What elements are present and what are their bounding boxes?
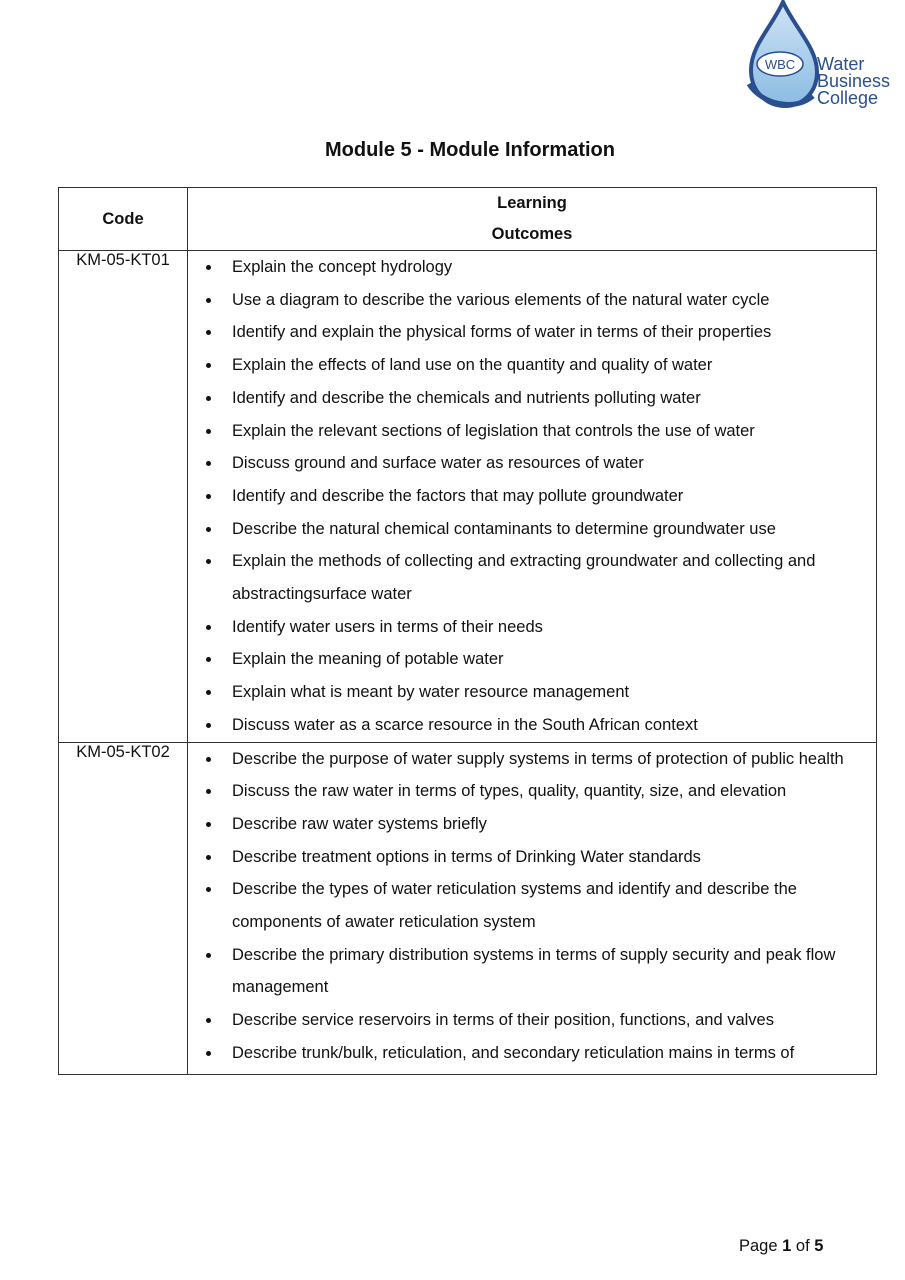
table-row	[59, 251, 877, 743]
list-item: Discuss the raw water in terms of types, quality, quantity, size, and elevation	[188, 775, 876, 808]
list-item: Identify and describe the chemicals and nutrients polluting water	[188, 382, 876, 415]
list-item: Identify and describe the factors that may pollute groundwater	[188, 480, 876, 513]
current-page: 1	[782, 1237, 792, 1255]
list-item: Explain the effects of land use on the quantity and quality of water	[188, 349, 876, 382]
list-item: Describe the primary distribution systems in terms of supply security and peak flow management	[188, 939, 876, 1004]
list-item: Describe the natural chemical contaminants to determine groundwater use	[188, 513, 876, 546]
list-item: Explain the methods of collecting and extracting groundwater and collecting and abstractingsurface water	[188, 545, 876, 610]
outcomes-cell	[188, 742, 877, 1074]
module-information-table	[58, 187, 877, 1075]
outcomes-list	[188, 743, 876, 1070]
list-item: Use a diagram to describe the various elements of the natural water cycle	[188, 284, 876, 317]
list-item: Describe raw water systems briefly	[188, 808, 876, 841]
list-item: Describe service reservoirs in terms of their position, functions, and valves	[188, 1004, 876, 1037]
table-row	[59, 742, 877, 1074]
header-outcomes-line-2: Outcomes	[491, 225, 573, 243]
page-number	[739, 1237, 823, 1256]
outcomes-cell	[188, 251, 877, 743]
logo-word-college: College	[817, 88, 879, 108]
of-word: of	[795, 1237, 810, 1255]
list-item: Explain what is meant by water resource management	[188, 676, 876, 709]
logo-word-business: Business	[817, 71, 891, 91]
table-header-row	[59, 188, 877, 251]
list-item: Explain the relevant sections of legislation that controls the use of water	[188, 415, 876, 448]
module-code-cell: KM-05-KT02	[59, 742, 188, 1074]
header-outcomes-line-1: Learning	[497, 194, 567, 212]
logo-initials: WBC	[764, 57, 796, 72]
page-title: Module 5 - Module Information	[325, 139, 615, 161]
list-item: Identify water users in terms of their needs	[188, 611, 876, 644]
logo-word-water: Water	[817, 54, 865, 74]
header-code: Code	[59, 188, 188, 251]
list-item: Explain the meaning of potable water	[188, 643, 876, 676]
module-code-cell: KM-05-KT01	[59, 251, 188, 743]
water-drop-logo-icon	[743, 0, 903, 112]
college-logo	[743, 0, 903, 112]
header-learning-outcomes	[188, 188, 877, 251]
list-item: Discuss ground and surface water as resources of water	[188, 447, 876, 480]
total-pages: 5	[814, 1237, 824, 1255]
list-item: Describe the types of water reticulation systems and identify and describe the components of awater reticulation system	[188, 873, 876, 938]
list-item: Discuss water as a scarce resource in the South African context	[188, 709, 876, 742]
list-item: Describe trunk/bulk, reticulation, and secondary reticulation mains in terms of	[188, 1037, 876, 1070]
list-item: Identify and explain the physical forms of water in terms of their properties	[188, 316, 876, 349]
list-item: Explain the concept hydrology	[188, 251, 876, 284]
outcomes-list	[188, 251, 876, 742]
page-word: Page	[739, 1237, 778, 1255]
list-item: Describe treatment options in terms of Drinking Water standards	[188, 841, 876, 874]
list-item: Describe the purpose of water supply systems in terms of protection of public health	[188, 743, 876, 776]
